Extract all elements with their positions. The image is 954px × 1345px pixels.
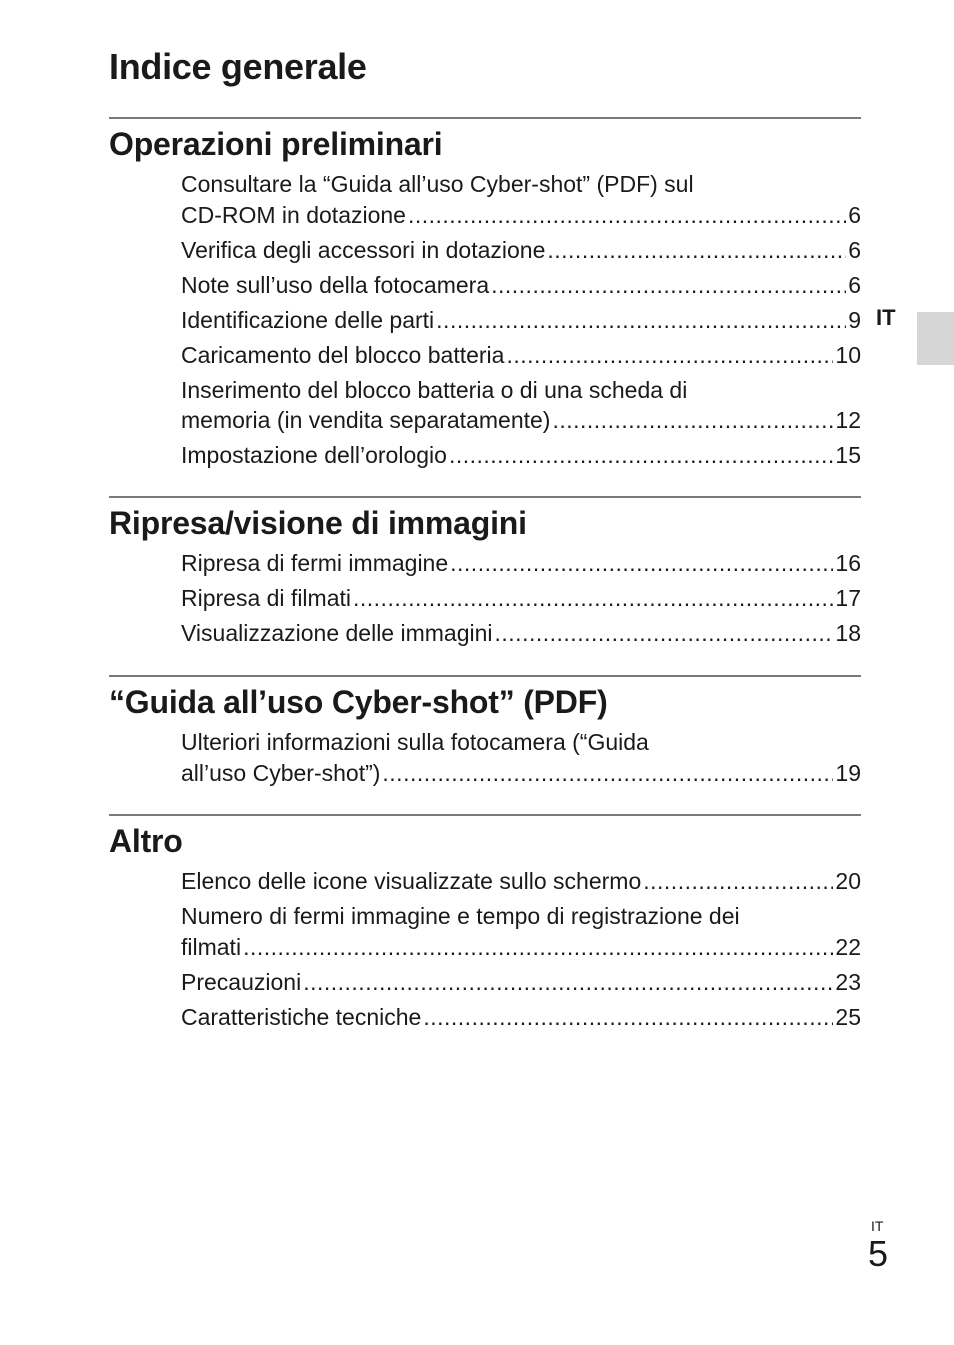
section-divider bbox=[109, 814, 861, 816]
toc-entry-text: Ripresa di filmati bbox=[181, 585, 351, 611]
dot-leader bbox=[491, 270, 846, 301]
toc-entry[interactable] bbox=[181, 235, 861, 266]
section-title: Altro bbox=[109, 823, 183, 859]
toc-entry-text: Caricamento del blocco batteria bbox=[181, 341, 505, 368]
toc-entry[interactable] bbox=[181, 548, 861, 579]
toc-page-number: 19 bbox=[835, 759, 861, 786]
toc-page-number: 22 bbox=[835, 933, 861, 960]
dot-leader bbox=[552, 405, 833, 436]
toc-entry-text: Precauzioni bbox=[181, 968, 302, 995]
toc-entry-text: Caratteristiche tecniche bbox=[181, 1003, 422, 1030]
dot-leader bbox=[303, 967, 833, 998]
section-title: Operazioni preliminari bbox=[109, 126, 443, 162]
toc-page-number: 20 bbox=[835, 868, 861, 894]
toc-entry-line: Numero di fermi immagine e tempo di registrazione dei bbox=[181, 903, 740, 929]
toc-page-number: 25 bbox=[835, 1003, 861, 1030]
toc-page-number: 10 bbox=[835, 341, 861, 368]
page-number: 5 bbox=[868, 1233, 889, 1274]
toc-entry-text: all’uso Cyber-shot”) bbox=[181, 759, 381, 786]
section-title: Ripresa/visione di immagini bbox=[109, 505, 527, 541]
toc-entry-text: filmati bbox=[181, 933, 242, 960]
toc-page-number: 6 bbox=[848, 271, 861, 298]
toc-entry-text: Note sull’uso della fotocamera bbox=[181, 271, 490, 298]
section-title: “Guida all’uso Cyber-shot” (PDF) bbox=[109, 684, 608, 720]
dot-leader bbox=[436, 305, 846, 336]
section-divider bbox=[109, 675, 861, 677]
section-divider bbox=[109, 117, 861, 119]
toc-entry-line: Ulteriori informazioni sulla fotocamera (“Guida bbox=[181, 729, 649, 755]
toc-entry-text: memoria (in vendita separatamente) bbox=[181, 407, 551, 433]
toc-entry[interactable] bbox=[181, 375, 861, 436]
section-altro bbox=[109, 814, 861, 1037]
section-guida-pdf bbox=[109, 675, 861, 793]
dot-leader bbox=[450, 548, 833, 579]
toc-entry-text: Visualizzazione delle immagini bbox=[181, 620, 493, 646]
toc-entry-text: Elenco delle icone visualizzate sullo schermo bbox=[181, 868, 642, 894]
section-operazioni-preliminari bbox=[109, 117, 861, 475]
dot-leader bbox=[408, 200, 846, 231]
dot-leader bbox=[382, 758, 833, 789]
toc-entry[interactable] bbox=[181, 270, 861, 301]
toc-entry-text: Ripresa di fermi immagine bbox=[181, 550, 449, 576]
toc-page-number: 23 bbox=[835, 968, 861, 995]
dot-leader bbox=[506, 340, 833, 371]
toc-page-number: 17 bbox=[835, 585, 861, 611]
footer-language: IT bbox=[871, 1218, 884, 1234]
toc-page-number: 6 bbox=[848, 236, 861, 263]
toc-entry-line: Consultare la “Guida all’uso Cyber-shot” (PDF) sul bbox=[181, 171, 694, 197]
dot-leader bbox=[243, 932, 833, 963]
dot-leader bbox=[547, 235, 846, 266]
toc-entry[interactable] bbox=[181, 618, 861, 649]
toc-entry[interactable] bbox=[181, 866, 861, 897]
toc-entry[interactable] bbox=[181, 440, 861, 471]
dot-leader bbox=[353, 583, 833, 614]
toc-page-number: 6 bbox=[848, 201, 861, 228]
dot-leader bbox=[643, 866, 833, 897]
toc-entry[interactable] bbox=[181, 727, 861, 788]
toc-entry[interactable] bbox=[181, 1002, 861, 1033]
page-title: Indice generale bbox=[109, 46, 367, 87]
section-divider bbox=[109, 496, 861, 498]
toc-page-number: 12 bbox=[835, 407, 861, 433]
language-marker: IT bbox=[876, 305, 896, 330]
toc-page-number: 16 bbox=[835, 550, 861, 576]
toc-entry-text: Verifica degli accessori in dotazione bbox=[181, 236, 546, 263]
toc-entry[interactable] bbox=[181, 583, 861, 614]
toc-entry-text: Impostazione dell’orologio bbox=[181, 442, 447, 468]
toc-entry-text: CD-ROM in dotazione bbox=[181, 201, 406, 228]
section-ripresa-visione bbox=[109, 496, 861, 653]
toc-page-number: 15 bbox=[835, 442, 861, 468]
toc-entry[interactable] bbox=[181, 901, 861, 962]
dot-leader bbox=[449, 440, 833, 471]
toc-entry[interactable] bbox=[181, 169, 861, 230]
toc-page-number: 18 bbox=[835, 620, 861, 646]
toc-entry[interactable] bbox=[181, 340, 861, 371]
toc-entry[interactable] bbox=[181, 967, 861, 998]
toc-entry-text: Identificazione delle parti bbox=[181, 306, 435, 333]
toc-entry[interactable] bbox=[181, 305, 861, 336]
dot-leader bbox=[495, 618, 834, 649]
toc-entry-line: Inserimento del blocco batteria o di una scheda di bbox=[181, 376, 688, 403]
language-tab bbox=[917, 312, 954, 365]
toc-page-number: 9 bbox=[848, 306, 861, 333]
dot-leader bbox=[423, 1002, 833, 1033]
